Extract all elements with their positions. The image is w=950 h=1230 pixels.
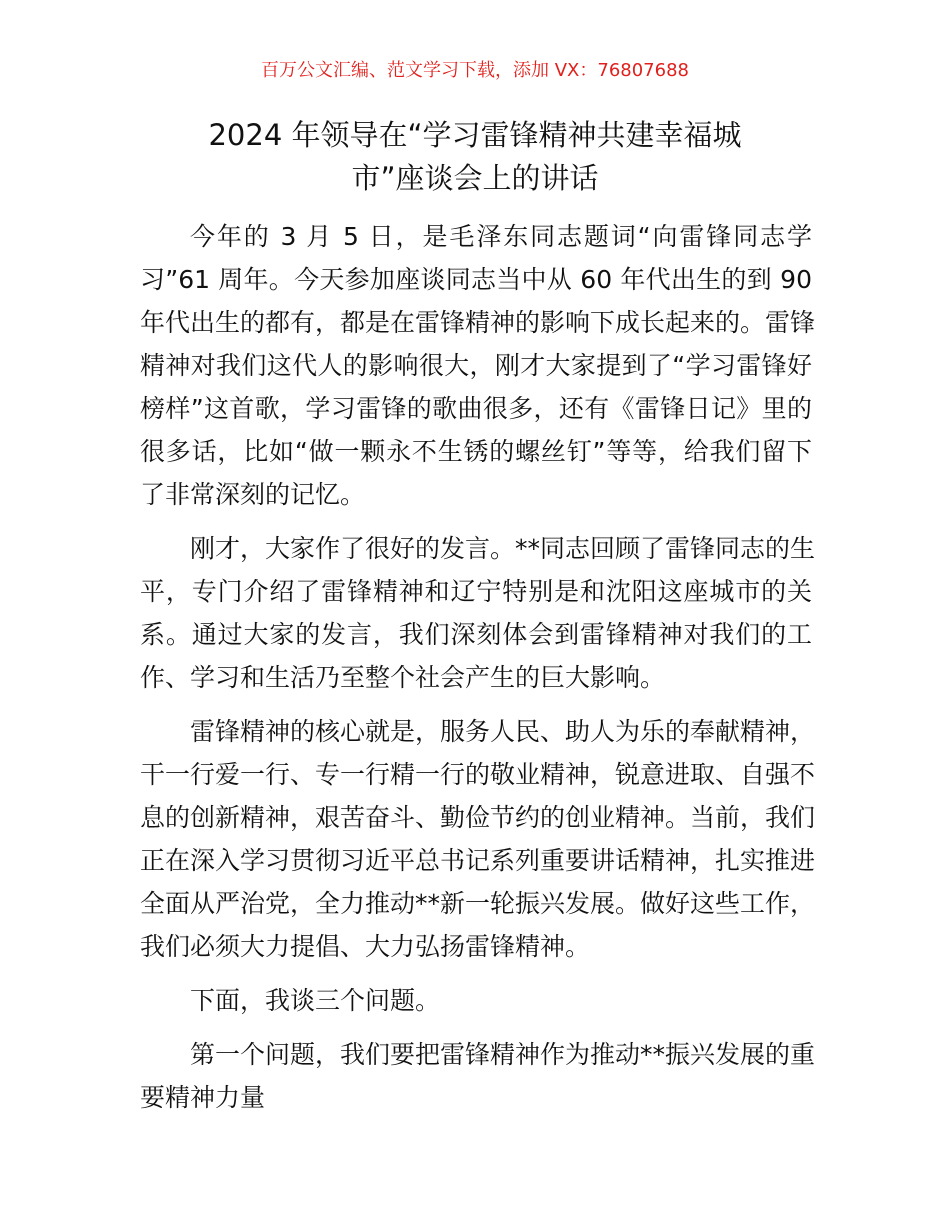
paragraph-line: 今年的 3 月 5 日，是毛泽东同志题词“向雷锋同志学: [190, 222, 812, 251]
document-title: [0, 114, 950, 200]
paragraph: [140, 710, 816, 968]
paragraph-line: 平，专门介绍了雷锋精神和辽宁特别是和沈阳这座城市的关: [140, 577, 812, 606]
paragraph-line: 年代出生的都有，都是在雷锋精神的影响下成长起来的。雷锋: [140, 308, 816, 337]
paragraph-line: 要精神力量: [140, 1083, 266, 1112]
paragraph: [140, 527, 816, 699]
paragraph-line: 雷锋精神的核心就是，服务人民、助人为乐的奉献精神，: [190, 717, 816, 746]
paragraph-line: 精神对我们这代人的影响很大，刚才大家提到了“学习雷锋好: [140, 351, 812, 380]
paragraph-line: 习”61 周年。今天参加座谈同志当中从 60 年代出生的到 90: [140, 265, 812, 294]
paragraph-line: 系。通过大家的发言，我们深刻体会到雷锋精神对我们的工: [140, 620, 812, 649]
watermark-header: 百万公文汇编、范文学习下载，添加 VX：76807688: [261, 60, 689, 81]
paragraph-line: 了非常深刻的记忆。: [140, 480, 366, 509]
paragraph-line: 刚才，大家作了很好的发言。**同志回顾了雷锋同志的生: [190, 534, 816, 563]
paragraph-line: 全面从严治党，全力推动**新一轮振兴发展。做好这些工作，: [140, 889, 816, 918]
paragraph-line: 息的创新精神，艰苦奋斗、勤俭节约的创业精神。当前，我们: [140, 803, 816, 832]
paragraph: [140, 215, 816, 516]
title-line: 2024 年领导在“学习雷锋精神共建幸福城: [208, 118, 742, 152]
paragraph-line: 正在深入学习贯彻习近平总书记系列重要讲话精神，扎实推进: [140, 846, 816, 875]
paragraph: [140, 979, 812, 1022]
paragraph-line: 作、学习和生活乃至整个社会产生的巨大影响。: [140, 663, 666, 692]
paragraph: [140, 1033, 816, 1119]
paragraph-line: 榜样”这首歌，学习雷锋的歌曲很多，还有《雷锋日记》里的: [140, 394, 812, 423]
paragraph-line: 下面，我谈三个问题。: [190, 986, 441, 1015]
paragraph-line: 我们必须大力提倡、大力弘扬雷锋精神。: [140, 932, 591, 961]
paragraph-line: 很多话，比如“做一颗永不生锈的螺丝钉”等等，给我们留下: [140, 437, 812, 466]
paragraph-line: 干一行爱一行、专一行精一行的敬业精神，锐意进取、自强不: [140, 760, 816, 789]
title-line: 市”座谈会上的讲话: [351, 161, 599, 195]
document-body: [140, 215, 816, 1130]
paragraph-line: 第一个问题，我们要把雷锋精神作为推动**振兴发展的重: [190, 1040, 816, 1069]
